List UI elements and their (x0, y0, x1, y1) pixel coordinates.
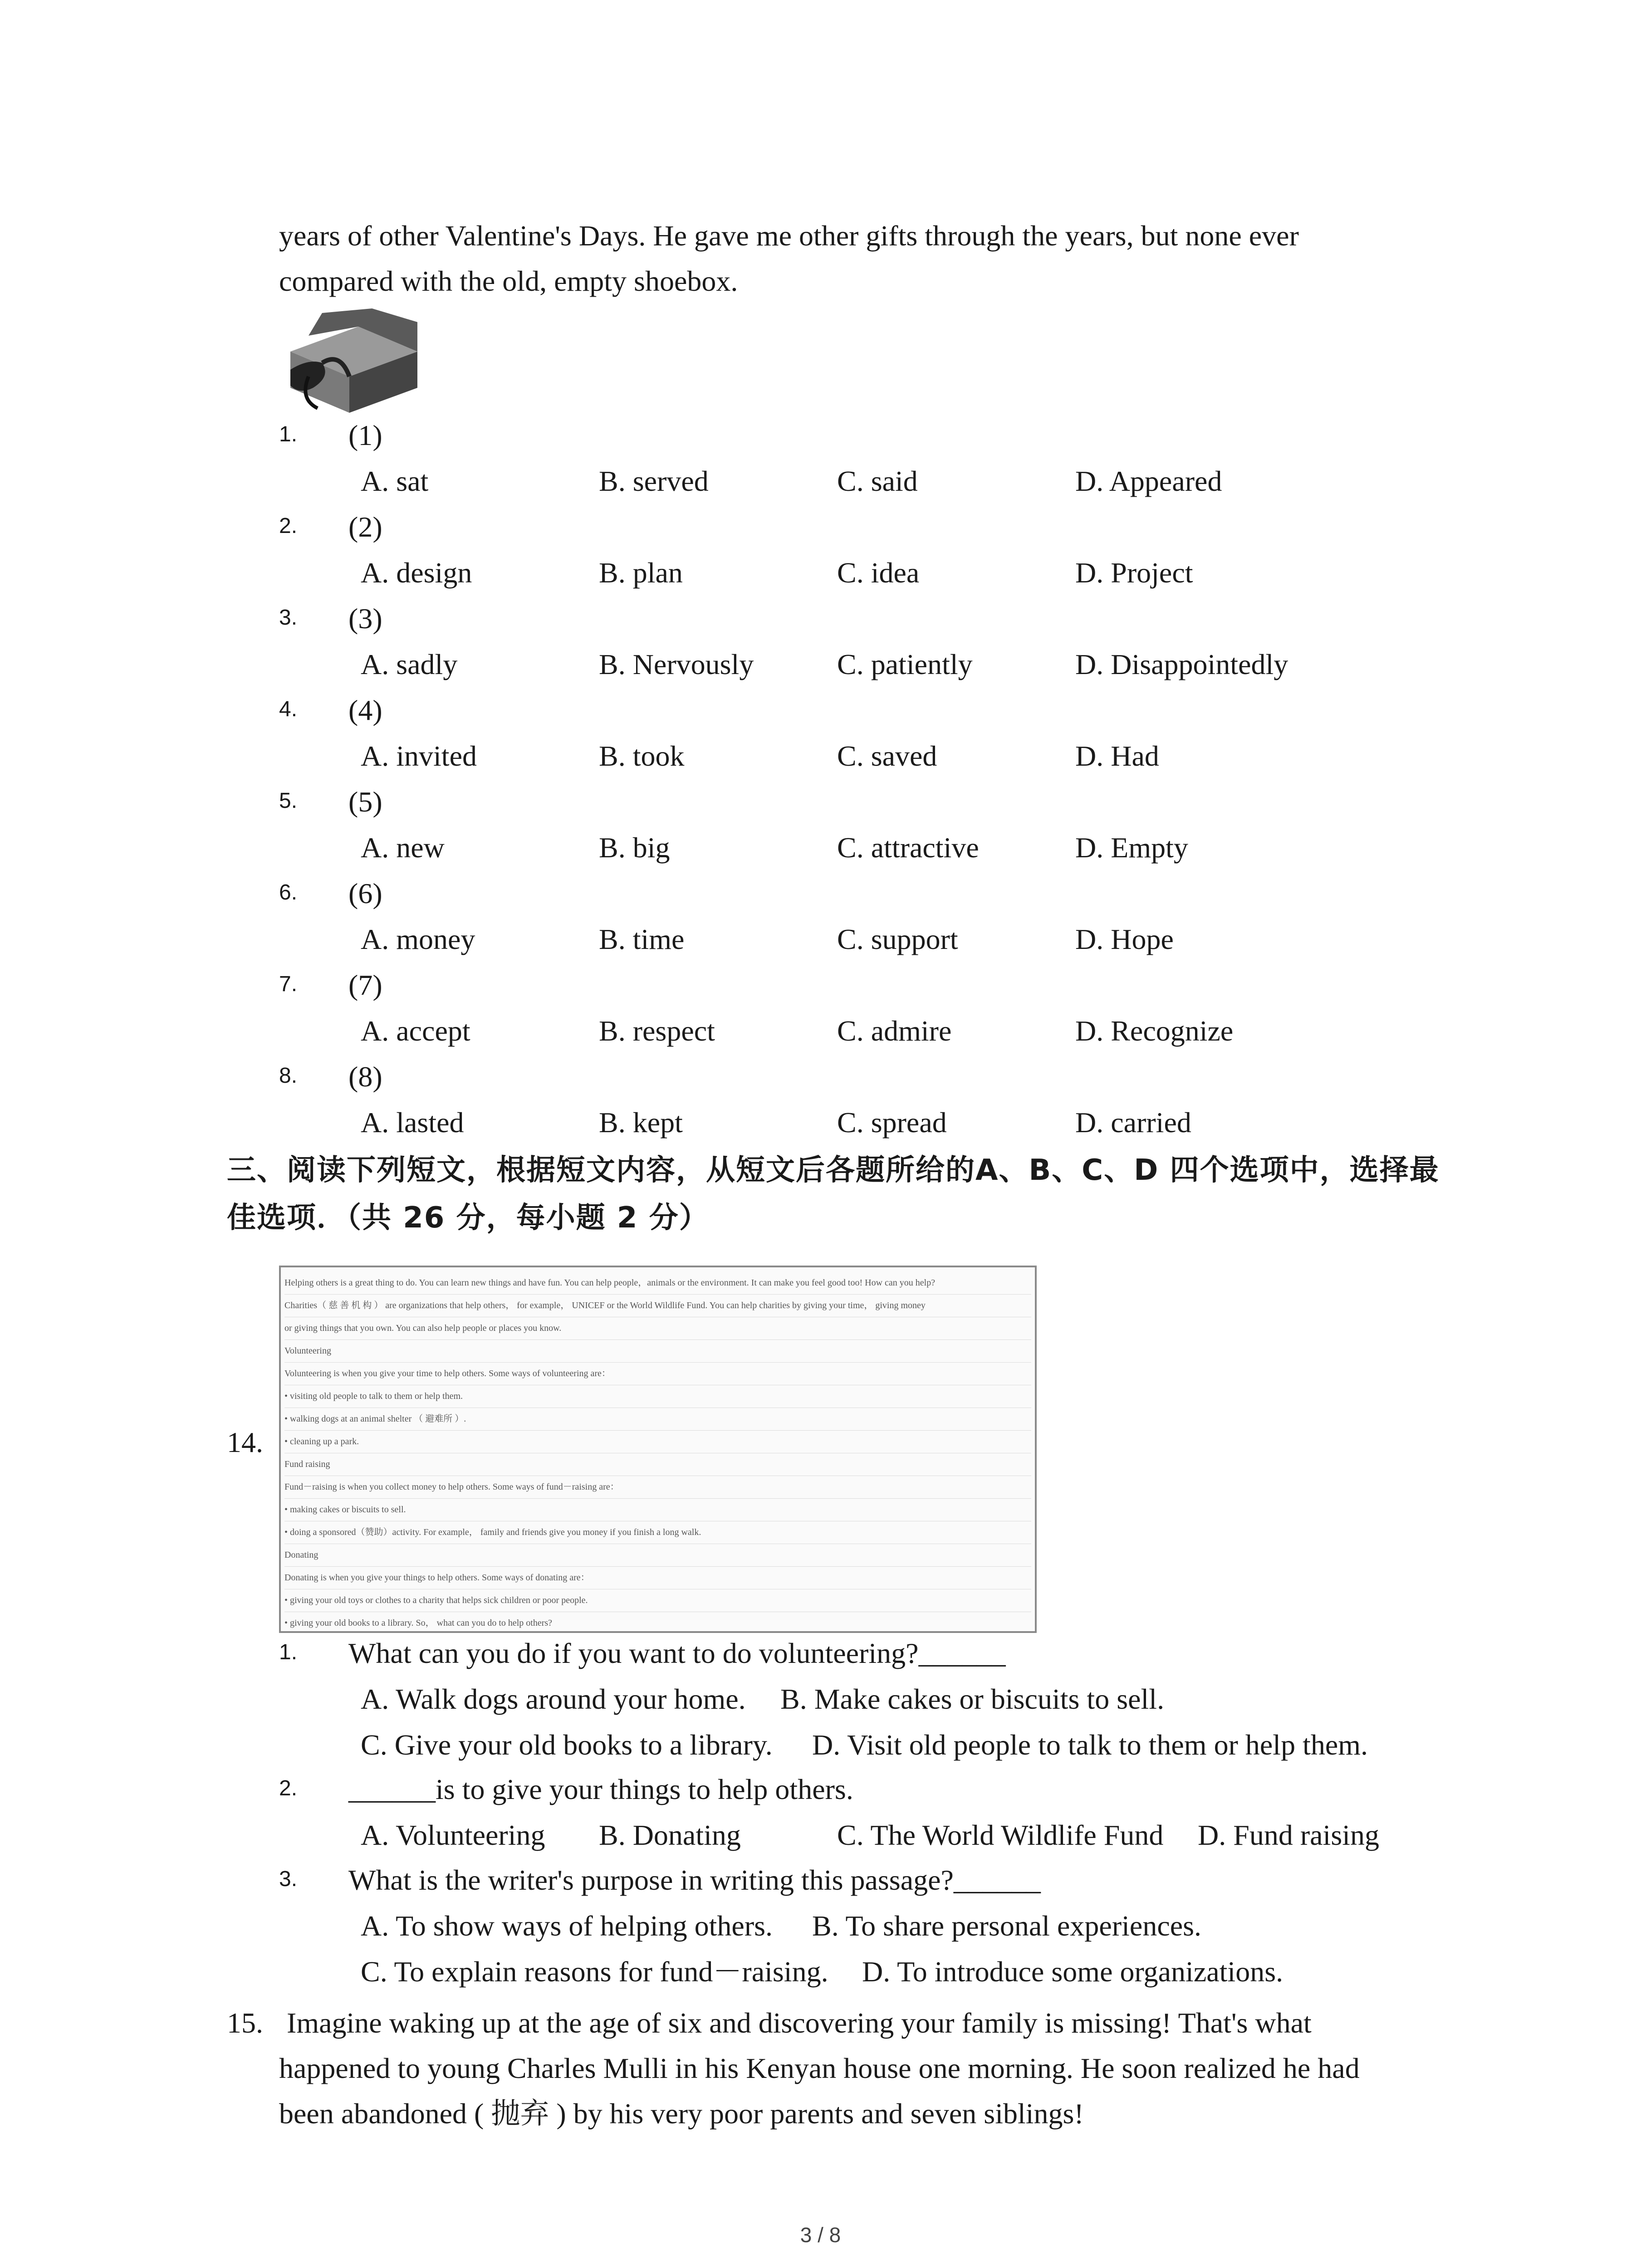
answer-option: B. respect (599, 1015, 715, 1047)
answer-option: A. money (361, 923, 475, 955)
section-3-title-line-2: 佳选项．（共 26 分，每小题 2 分） (227, 1201, 709, 1235)
question-14-number: 14. (227, 1426, 263, 1458)
question-text: What can you do if you want to do volunteering?______ (348, 1637, 1006, 1669)
answer-option: D. Disappointedly (1075, 648, 1288, 680)
question-number: 6. (279, 880, 298, 904)
answer-option: A. accept (361, 1015, 470, 1047)
answer-option: A. sat (361, 465, 429, 497)
answer-option: D. Empty (1075, 831, 1188, 864)
answer-option: A. lasted (361, 1106, 464, 1139)
passage-line: Donating (284, 1544, 1031, 1567)
answer-option: C. saved (837, 740, 937, 772)
answer-option: D. Had (1075, 740, 1159, 772)
answer-option: C. attractive (837, 831, 979, 864)
question-text: ______is to give your things to help others. (348, 1773, 853, 1805)
question-number: 3. (279, 606, 298, 630)
answer-option: B. big (599, 831, 670, 864)
gift-box-image (281, 308, 426, 413)
answer-option: D. To introduce some organizations. (862, 1955, 1283, 1988)
question-number: 3. (279, 1867, 298, 1891)
answer-option: D. Visit old people to talk to them or help them. (812, 1729, 1368, 1761)
answer-option: D. Project (1075, 557, 1193, 589)
section-3-title-line-1: 三、阅读下列短文，根据短文内容，从短文后各题所给的A、B、C、D 四个选项中，选择最 (227, 1154, 1440, 1187)
question-blank-label: (3) (348, 602, 382, 635)
question-number: 1. (279, 1640, 298, 1664)
answer-option: A. To show ways of helping others. (361, 1910, 773, 1942)
answer-option: B. plan (599, 557, 683, 589)
answer-option: B. Donating (599, 1819, 741, 1851)
question-blank-label: (5) (348, 786, 382, 818)
answer-option: B. kept (599, 1106, 683, 1139)
page-number: 3 / 8 (800, 2223, 841, 2247)
answer-option: C. support (837, 923, 958, 955)
passage-line: • cleaning up a park. (284, 1431, 1031, 1453)
answer-option: C. admire (837, 1015, 952, 1047)
question-blank-label: (2) (348, 511, 382, 543)
question-blank-label: (1) (348, 419, 382, 451)
answer-option: C. spread (837, 1106, 947, 1139)
answer-option: A. Walk dogs around your home. (361, 1683, 746, 1715)
question-number: 5. (279, 789, 298, 813)
question-15-line-2: happened to young Charles Mulli in his Kenyan house one morning. He soon realized he had (279, 2052, 1360, 2084)
answer-option: D. Recognize (1075, 1015, 1234, 1047)
answer-option: C. said (837, 465, 918, 497)
question-text: What is the writer's purpose in writing this passage?______ (348, 1864, 1041, 1896)
intro-line-2: compared with the old, empty shoebox. (279, 265, 738, 297)
passage-line: • giving your old books to a library. So， what can you do to help others? (284, 1612, 1031, 1633)
answer-option: C. patiently (837, 648, 973, 680)
passage-image (279, 1266, 1037, 1633)
question-number: 2. (279, 1776, 298, 1800)
passage-line: Volunteering (284, 1340, 1031, 1363)
passage-line: • walking dogs at an animal shelter （ 避难所 ）. (284, 1408, 1031, 1431)
answer-option: B. served (599, 465, 709, 497)
question-number: 4. (279, 697, 298, 721)
answer-option: D. Hope (1075, 923, 1174, 955)
answer-option: A. invited (361, 740, 477, 772)
answer-option: C. The World Wildlife Fund (837, 1819, 1164, 1851)
answer-option: A. Volunteering (361, 1819, 545, 1851)
answer-option: C. idea (837, 557, 920, 589)
answer-option: B. Make cakes or biscuits to sell. (780, 1683, 1165, 1715)
answer-option: D. carried (1075, 1106, 1191, 1139)
question-blank-label: (4) (348, 694, 382, 726)
answer-option: B. time (599, 923, 685, 955)
answer-option: D. Appeared (1075, 465, 1222, 497)
answer-option: B. To share personal experiences. (812, 1910, 1202, 1942)
passage-line: • making cakes or biscuits to sell. (284, 1499, 1031, 1521)
answer-option: A. design (361, 557, 472, 589)
answer-option: B. took (599, 740, 685, 772)
answer-option: C. Give your old books to a library. (361, 1729, 773, 1761)
passage-line: • doing a sponsored（赞助）activity. For example， family and friends give you money if you finish a long walk. (284, 1521, 1031, 1544)
question-number: 1. (279, 422, 298, 446)
question-number: 7. (279, 972, 298, 996)
question-blank-label: (7) (348, 969, 382, 1001)
passage-line: Charities（ 慈 善 机 构 ） are organizations that help others， for example， UNICEF or the World Wildlife Fund. You can help charities by giving your time， giving money (284, 1295, 1031, 1317)
question-15-line-1: Imagine waking up at the age of six and discovering your family is missing! That's what (287, 2007, 1312, 2039)
question-number: 8. (279, 1064, 298, 1088)
answer-option: A. new (361, 831, 445, 864)
question-blank-label: (6) (348, 877, 382, 909)
question-number: 2. (279, 514, 298, 538)
passage-line: or giving things that you own. You can also help people or places you know. (284, 1317, 1031, 1340)
passage-line: Volunteering is when you give your time to help others. Some ways of volunteering are： (284, 1363, 1031, 1385)
passage-line: Fund raising (284, 1453, 1031, 1476)
answer-option: D. Fund raising (1198, 1819, 1379, 1851)
passage-line: Donating is when you give your things to help others. Some ways of donating are： (284, 1567, 1031, 1589)
passage-line: Helping others is a great thing to do. You can learn new things and have fun. You can help people，animals or the environment. It can make you feel good too! How can you help? (284, 1272, 1031, 1295)
answer-option: B. Nervously (599, 648, 754, 680)
passage-line: Fund－raising is when you collect money to help others. Some ways of fund－raising are： (284, 1476, 1031, 1499)
passage-line: • visiting old people to talk to them or help them. (284, 1385, 1031, 1408)
question-15-line-3: been abandoned ( 抛弃 ) by his very poor parents and seven siblings! (279, 2097, 1084, 2130)
answer-option: A. sadly (361, 648, 458, 680)
answer-option: C. To explain reasons for fund－raising. (361, 1955, 828, 1988)
question-blank-label: (8) (348, 1061, 382, 1093)
intro-line-1: years of other Valentine's Days. He gave me other gifts through the years, but none ever (279, 220, 1299, 252)
passage-line: • giving your old toys or clothes to a charity that helps sick children or poor people. (284, 1589, 1031, 1612)
question-15-number: 15. (227, 2007, 263, 2039)
